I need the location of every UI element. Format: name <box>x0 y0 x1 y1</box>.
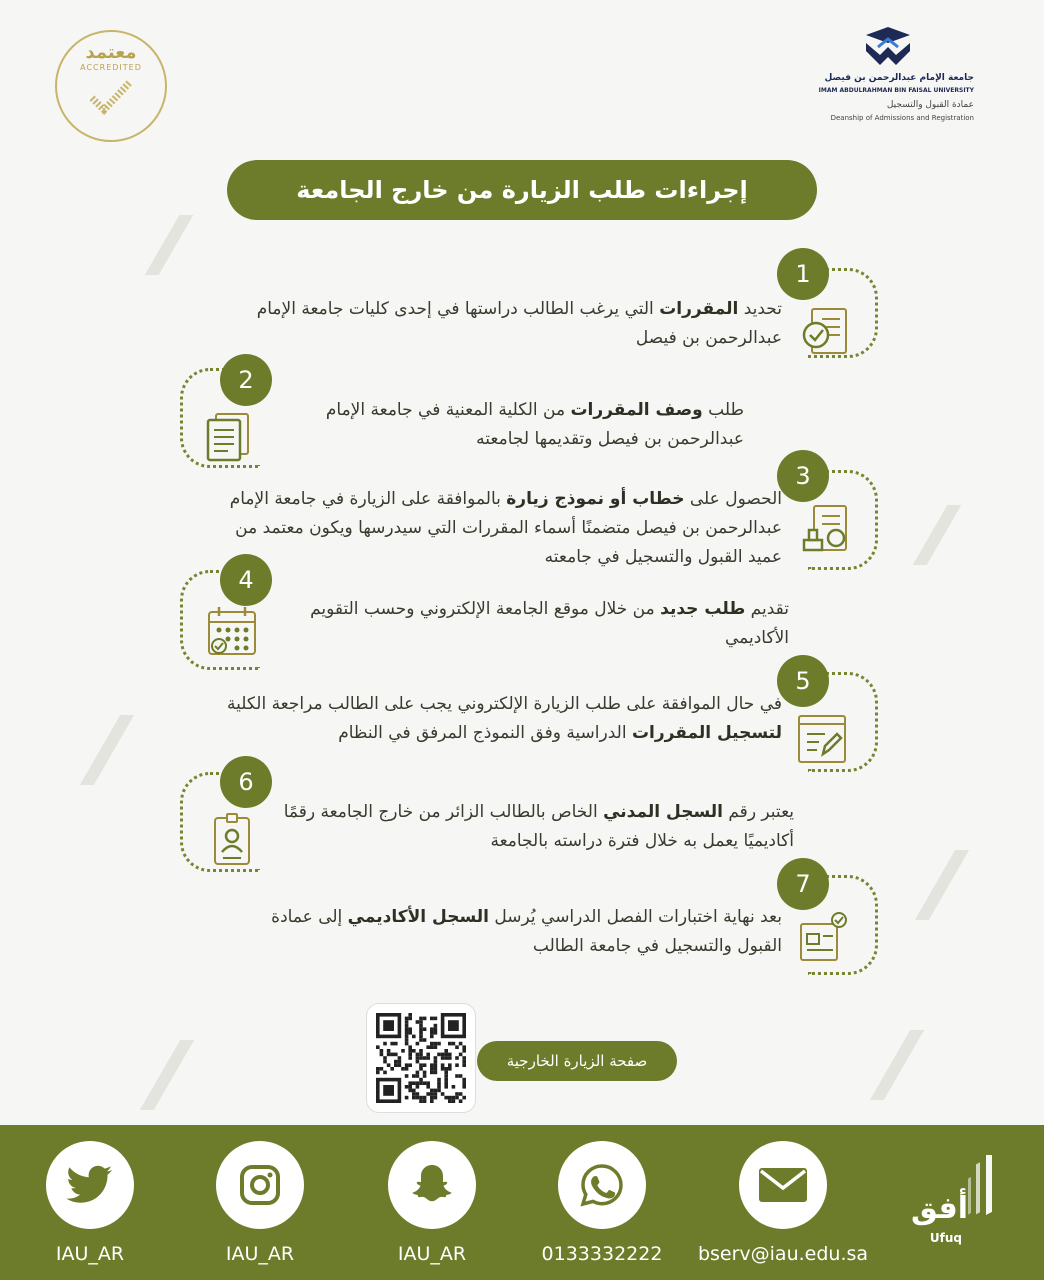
contact-email[interactable] <box>693 1141 873 1265</box>
stamped-letter-icon <box>800 502 854 556</box>
decorative-stroke <box>140 1040 194 1110</box>
step-1-text: تحديد المقررات التي يرغب الطالب دراستها في إحدى كليات جامعة الإمام عبدالرحمن بن فيصل <box>256 299 782 348</box>
decorative-stroke <box>145 215 194 275</box>
decorative-stroke <box>915 850 969 920</box>
contact-label: IAU_AR <box>55 1243 125 1265</box>
seal-ar-text: معتمد <box>85 42 137 63</box>
step-6-text: يعتبر رقم السجل المدني الخاص بالطالب الزائر من خارج الجامعة رقمًا أكاديميًا يعمل به خلال فترة دراسته بالجامعة <box>283 802 794 851</box>
external-visit-page-link[interactable]: صفحة الزيارة الخارجية <box>477 1041 677 1081</box>
qr-code-image <box>367 1004 475 1112</box>
form-edit-icon <box>795 712 849 766</box>
ufuq-en-text: Ufuq <box>929 1231 962 1245</box>
academic-record-icon <box>795 910 849 964</box>
step-3-text: الحصول على خطاب أو نموذج زيارة بالموافقة على الزيارة في جامعة الإمام عبدالرحمن بن فيصل متضمنًا أسماء المقررات التي سيدرسها ويكون معتمد من عميد القبول والتسجيل في جامعته <box>229 489 782 567</box>
contact-whatsapp[interactable] <box>522 1141 682 1265</box>
step-5-number: 5 <box>777 655 829 707</box>
step-7-number: 7 <box>777 858 829 910</box>
university-name-en: IMAM ABDULRAHMAN BIN FAISAL UNIVERSITY <box>818 87 974 94</box>
contact-snapchat[interactable] <box>352 1141 512 1265</box>
whatsapp-icon <box>558 1141 646 1229</box>
calendar-icon <box>205 604 259 658</box>
contact-label: 0133332222 <box>541 1243 663 1265</box>
contact-twitter[interactable] <box>10 1141 170 1265</box>
contact-instagram[interactable] <box>180 1141 340 1265</box>
snapchat-icon <box>388 1141 476 1229</box>
accreditation-seal <box>55 30 167 142</box>
step-4-number: 4 <box>220 554 272 606</box>
step-2-text: طلب وصف المقررات من الكلية المعنية في جامعة الإمام عبدالرحمن بن فيصل وتقديمها لجامعته <box>325 400 744 449</box>
deanship-name-en: Deanship of Admissions and Registration <box>830 114 974 122</box>
decorative-stroke <box>870 1030 924 1100</box>
checklist-document-icon <box>798 305 852 359</box>
footer <box>0 1125 1044 1280</box>
decorative-stroke <box>913 505 962 565</box>
twitter-icon <box>46 1141 134 1229</box>
instagram-icon <box>216 1141 304 1229</box>
step-6-number: 6 <box>220 756 272 808</box>
documents-icon <box>202 410 256 464</box>
step-1-number: 1 <box>777 248 829 300</box>
ufuq-ar-text: أفق <box>911 1191 968 1226</box>
email-icon <box>739 1141 827 1229</box>
decorative-stroke <box>80 715 134 785</box>
university-name-ar: جامعة الإمام عبدالرحمن بن فيصل <box>824 73 974 83</box>
deanship-name-ar: عمادة القبول والتسجيل <box>886 100 974 110</box>
university-mark-icon <box>862 25 914 69</box>
qr-code[interactable] <box>367 1004 475 1112</box>
contact-label: IAU_AR <box>397 1243 467 1265</box>
step-2-number: 2 <box>220 354 272 406</box>
check-icon <box>88 76 134 116</box>
step-3-number: 3 <box>777 450 829 502</box>
id-card-icon <box>205 812 259 866</box>
contact-label: bserv@iau.edu.sa <box>697 1243 869 1265</box>
page-title: إجراءات طلب الزيارة من خارج الجامعة <box>227 160 817 220</box>
seal-en-text: ACCREDITED <box>80 63 142 72</box>
step-4-text: تقديم طلب جديد من خلال موقع الجامعة الإلكتروني وحسب التقويم الأكاديمي <box>310 599 789 648</box>
ufuq-logo <box>904 1155 1004 1255</box>
step-5-text: في حال الموافقة على طلب الزيارة الإلكتروني يجب على الطالب مراجعة الكلية لتسجيل المقررات الدراسية وفق النموذج المرفق في النظام <box>227 694 782 743</box>
contact-label: IAU_AR <box>225 1243 295 1265</box>
step-7-text: بعد نهاية اختبارات الفصل الدراسي يُرسل السجل الأكاديمي إلى عمادة القبول والتسجيل في جامعة الطالب <box>271 907 782 956</box>
